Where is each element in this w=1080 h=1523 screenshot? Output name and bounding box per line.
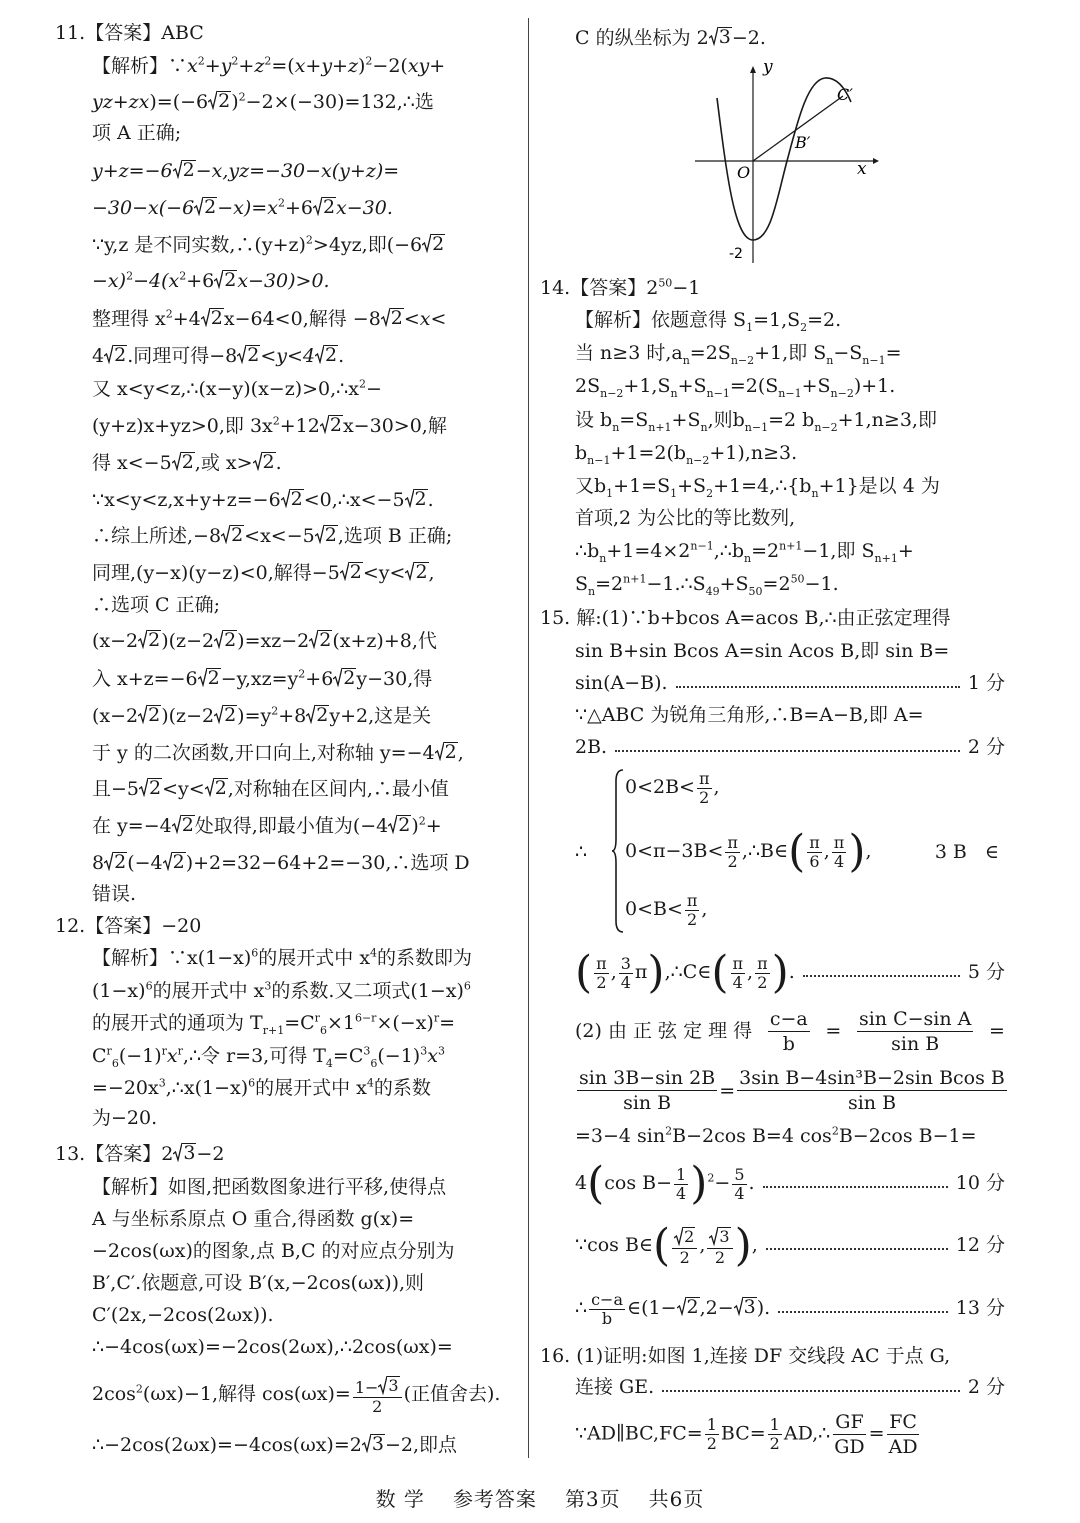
answer-12: 12.【答案】−20 (55, 915, 202, 937)
sol16-line1: 16. (1)证明:如图 1,连接 DF 交线段 AC 于点 G, (540, 1345, 951, 1367)
sol14-line5: $b_{n-1}+1=2(b_{n-2}+1),n\ge 3$. (575, 442, 798, 467)
x-axis-arrow-icon (873, 158, 879, 164)
sol13-line2: A 与坐标系原点 O 重合,得函数 g(x)= (92, 1208, 415, 1230)
sol13-line1: 【解析】如图,把函数图象进行平移,使得点 (92, 1176, 447, 1198)
score-line-10: 4(cos B− $\frac{1}{4}$ )$^2$− $\frac{5}{4}$ . 10 分 (575, 1158, 1005, 1209)
sol16-line3: ∵AD∥BC,FC= $\frac{1}{2}$ BC= $\frac{1}{2}$ AD,∴ $\frac{GF}{GD}$ = $\frac{FC}{AD}$ (575, 1411, 918, 1458)
sol13-line4: B′,C′.依题意,可设 B′(x,−2cos(ωx)),则 (92, 1272, 425, 1294)
sol11-line3: 项 A 正确; (92, 122, 182, 144)
answer-11: 11.【答案】ABC (55, 22, 204, 44)
sol11-line7: $-x)^2-4(x^2+6$ 2 x−30)>0. (92, 269, 330, 292)
score-line-2: 2B. 2 分 (575, 736, 1005, 758)
left-column (0, 0, 528, 1470)
brace-row-2: 0<π−3B< $\frac{\pi}{2}$ ,∴B∈( $\frac{\pi}{6}$ , $\frac{\pi}{4}$ ), (625, 826, 872, 877)
left-brace-icon (611, 769, 625, 934)
b-prime-label: B′ (795, 133, 811, 152)
sol11-line11: (y+z)x+yz>0,即 $3x^2+12$ 2 x−30>0,解 (92, 414, 447, 437)
score-line-1: sin(A−B). 1 分 (575, 672, 1005, 694)
score-line-16-2: 连接 GE. 2 分 (575, 1376, 1005, 1398)
sol11-line14: ∴综上所述,−8 2 <x<−5 2 ,选项 B 正确; (92, 524, 453, 547)
sol14-line8: $\therefore b_n+1=4\times 2^{n-1},\therefore b_n=2^{n+1}-1$,即 $S_{n+1}+$ (575, 539, 914, 565)
y-label: y (763, 58, 773, 77)
score-line-5: ( $\frac{\pi}{2}$ , $\frac{3}{4}$ π),∴C∈( $\frac{\pi}{4}$ , $\frac{\pi}{2}$ ). 5 分 (575, 947, 1005, 998)
sol12-line3: 的展开式的通项为 $T_{r+1}=C^r_6\times 1^{6-r}\times(-x)^r=$ (92, 1011, 456, 1037)
sol11-line22: 在 y=−4 2 处取得,即最小值为(−4 2 )$^2$+ (92, 814, 442, 837)
brace-row-1: 0<2B< $\frac{\pi}{2}$ , (625, 768, 720, 807)
sol15-line4: ∵△ABC 为锐角三角形,∴B=A−B,即 A= (575, 704, 924, 726)
score-line-13: ∴ $\frac{c-a}{b}$ ∈(1− 2 ,2− 3 ). 13 分 (575, 1289, 1005, 1328)
sol11-line10: 又 $x<y<z,\therefore(x-y)(x-z)>0,\therefore x^2-$ (92, 377, 382, 400)
sol11-line12: 得 x<−5 2 ,或 x> 2 . (92, 451, 282, 474)
sol11-line15: 同理,(y−x)(y−z)<0,解得−5 2 <y< 2 , (92, 561, 435, 584)
sol11-line5: −30−x(−6 2 $-x)=x^2+6$ 2 x−30. (92, 196, 393, 219)
sol12-line4: $C^r_6(-1)^rx^r,\therefore$令 r=3,可得 $T_4=C^3_6(-1)^3x^3$ (92, 1044, 445, 1070)
sol13-line7: $2\cos^2(\omega x)-1$,解得 cos(ωx)= 1− 3 2 (正值舍去). (92, 1375, 501, 1416)
sol13-line3: −2cos(ωx)的图象,点 B,C 的对应点分别为 (92, 1240, 455, 1262)
sol12-line1: 【解析】$\because x(1-x)^6$的展开式中 $x^4$的系数即为 (92, 946, 473, 969)
sol14-line4: 设 $b_n=S_{n+1}+S_n$,则$b_{n-1}=2$ $b_{n-2}+1,n\ge 3$,即 (575, 409, 937, 434)
cosine-curve (717, 78, 851, 240)
sol14-line3: $2S_{n-2}+1,S_n+S_{n-1}=2(S_{n-1}+S_{n-2})+1$. (575, 375, 896, 400)
sol11-line13: ∵x<y<z,x+y+z=−6 2 <0,∴x<−5 2 . (92, 488, 434, 511)
sol15-line2: sin B+sin Bcos A=sin Acos B,即 sin B= (575, 640, 950, 662)
sol14-line9: $S_n=2^{n+1}-1.\therefore S_{49}+S_{50}=2^{50}-1$. (575, 572, 839, 598)
answer-13: 13.【答案】2 3 −2 (55, 1142, 225, 1165)
y-axis-arrow-icon (750, 66, 756, 73)
sol12-line6: 为−20. (92, 1107, 158, 1129)
sol14-line6: 又$b_1+1=S_1+S_2+1=4,\therefore\{b_n+1\}$是以 4 为 (575, 475, 940, 500)
sol11-line8: 整理得 $x^2+4$ 2 x−64<0,解得 −8 2 <x< (92, 307, 447, 330)
sol11-line21: 且−5 2 <y< 2 ,对称轴在区间内,∴最小值 (92, 777, 449, 800)
column-divider (528, 18, 529, 1458)
score-line-12: ∵cos B∈( $\frac{2}{2}$ , $\frac{3}{2}$ ), 12 分 (575, 1220, 1005, 1271)
sol13-line8: ∴−2cos(2ωx)=−4cos(ωx)=2 3 −2,即点 (92, 1433, 458, 1456)
sol13-line6: ∴−4cos(ωx)=−2cos(2ωx),∴2cos(ωx)= (92, 1336, 453, 1358)
c-prime-label: C′ (837, 85, 853, 104)
sqrt: 2 (208, 90, 231, 110)
origin-label: O (737, 163, 751, 182)
sol15-part2-line1: (2) 由 正 弦 定 理 得 $\frac{c-a}{b}$ = $\frac{\text{sin C−sin A}}{\text{sin B}}$ = (575, 1008, 1005, 1055)
sol14-line1: 【解析】依题意得 $S_1=1,S_2=2$. (575, 309, 842, 334)
brace-row-3: 0<B< $\frac{\pi}{2}$ , (625, 890, 708, 929)
sol11-line16: ∴选项 C 正确; (92, 594, 221, 616)
fraction: 1− 3 2 (353, 1375, 402, 1416)
answer-14: 14.【答案】$2^{50}-1$ (540, 276, 701, 299)
sol11-line20: 于 y 的二次函数,开口向上,对称轴 y=−4 2 , (92, 741, 464, 764)
sol11-line1: 【解析】$\because x^2+y^2+z^2=(x+y+z)^2-2(xy+$ (92, 54, 446, 77)
sol11-line6: ∵y,z 是不同实数$,\therefore(y+z)^2>4yz$,即(−6 2 (92, 233, 445, 256)
sol11-line17: (x−2 2 )(z−2 2 )=xz−2 2 (x+z)+8,代 (92, 629, 437, 652)
sol11-line9: 4 2 .同理可得−8 2 <y<4 2 . (92, 344, 345, 367)
sol11-line18: 入 x+z=−6 2 $-y,xz=y^2+6$ 2 y−30,得 (92, 667, 433, 690)
sol11-line2: yz+zx)=(−6 2 )$^2$−2×(−30)=132,∴选 (92, 90, 434, 113)
page-footer: 数 学 参考答案 第3页 共6页 (375, 1487, 705, 1511)
sol14-line7: 首项,2 为公比的等比数列, (575, 507, 796, 529)
sol11-line19: (x−2 2 )(z−2 2 )$=y^2+8$ 2 y+2,这是关 (92, 704, 432, 727)
sol13-conclusion: C 的纵坐标为 2 3 −2. (575, 26, 766, 49)
inequality-system: ∴ 0<2B< $\frac{\pi}{2}$ , 0<π−3B< $\frac{\pi}{2}$ ,∴B∈( $\frac{\pi}{6}$ , $\frac{\pi}{4}$ ), 3B ∈ 0<B< $\frac{\pi}{2}$ , (575, 765, 1005, 940)
sol14-line2: 当 n≥3 时$,a_n=2S_{n-2}+1$,即 $S_n-S_{n-1}=$ (575, 342, 902, 367)
sol12-line5: $=-20x^3,\therefore x(1-x)^6$的展开式中 $x^4$的系数 (92, 1076, 431, 1099)
sol11-line4: y+z=−6 2 −x,yz=−30−x(y+z)= (92, 159, 400, 182)
sol15-part2-line2: $\frac{\sin 3B-\sin 2B}{\text{sin B}}$ = $\frac{\text{3sin B−4sin³B−2sin Bcos B}}{\text{sin B}}$ (579, 1067, 1005, 1114)
x-label: x (857, 159, 867, 179)
sol11-line23: 8 2 (−4 2 )+2=32−64+2=−30,∴选项 D (92, 851, 470, 874)
sol12-line2: $(1-x)^6$的展开式中 $x^3$的系数.又二项式$(1-x)^6$ (92, 979, 471, 1002)
sol11-line24: 错误. (92, 883, 137, 905)
minus-two-label: -2 (729, 246, 743, 262)
function-graph (695, 58, 885, 268)
sol15-part2-line3: =3−4 $\sin^2B-2\cos$ B=4 $\cos^2B-2\cos$ B−1= (575, 1124, 977, 1147)
sol13-line5: C′(2x,−2cos(2ωx)). (92, 1304, 274, 1326)
sol15-line1: 15. 解:(1)∵b+bcos A=acos B,∴由正弦定理得 (540, 607, 951, 629)
